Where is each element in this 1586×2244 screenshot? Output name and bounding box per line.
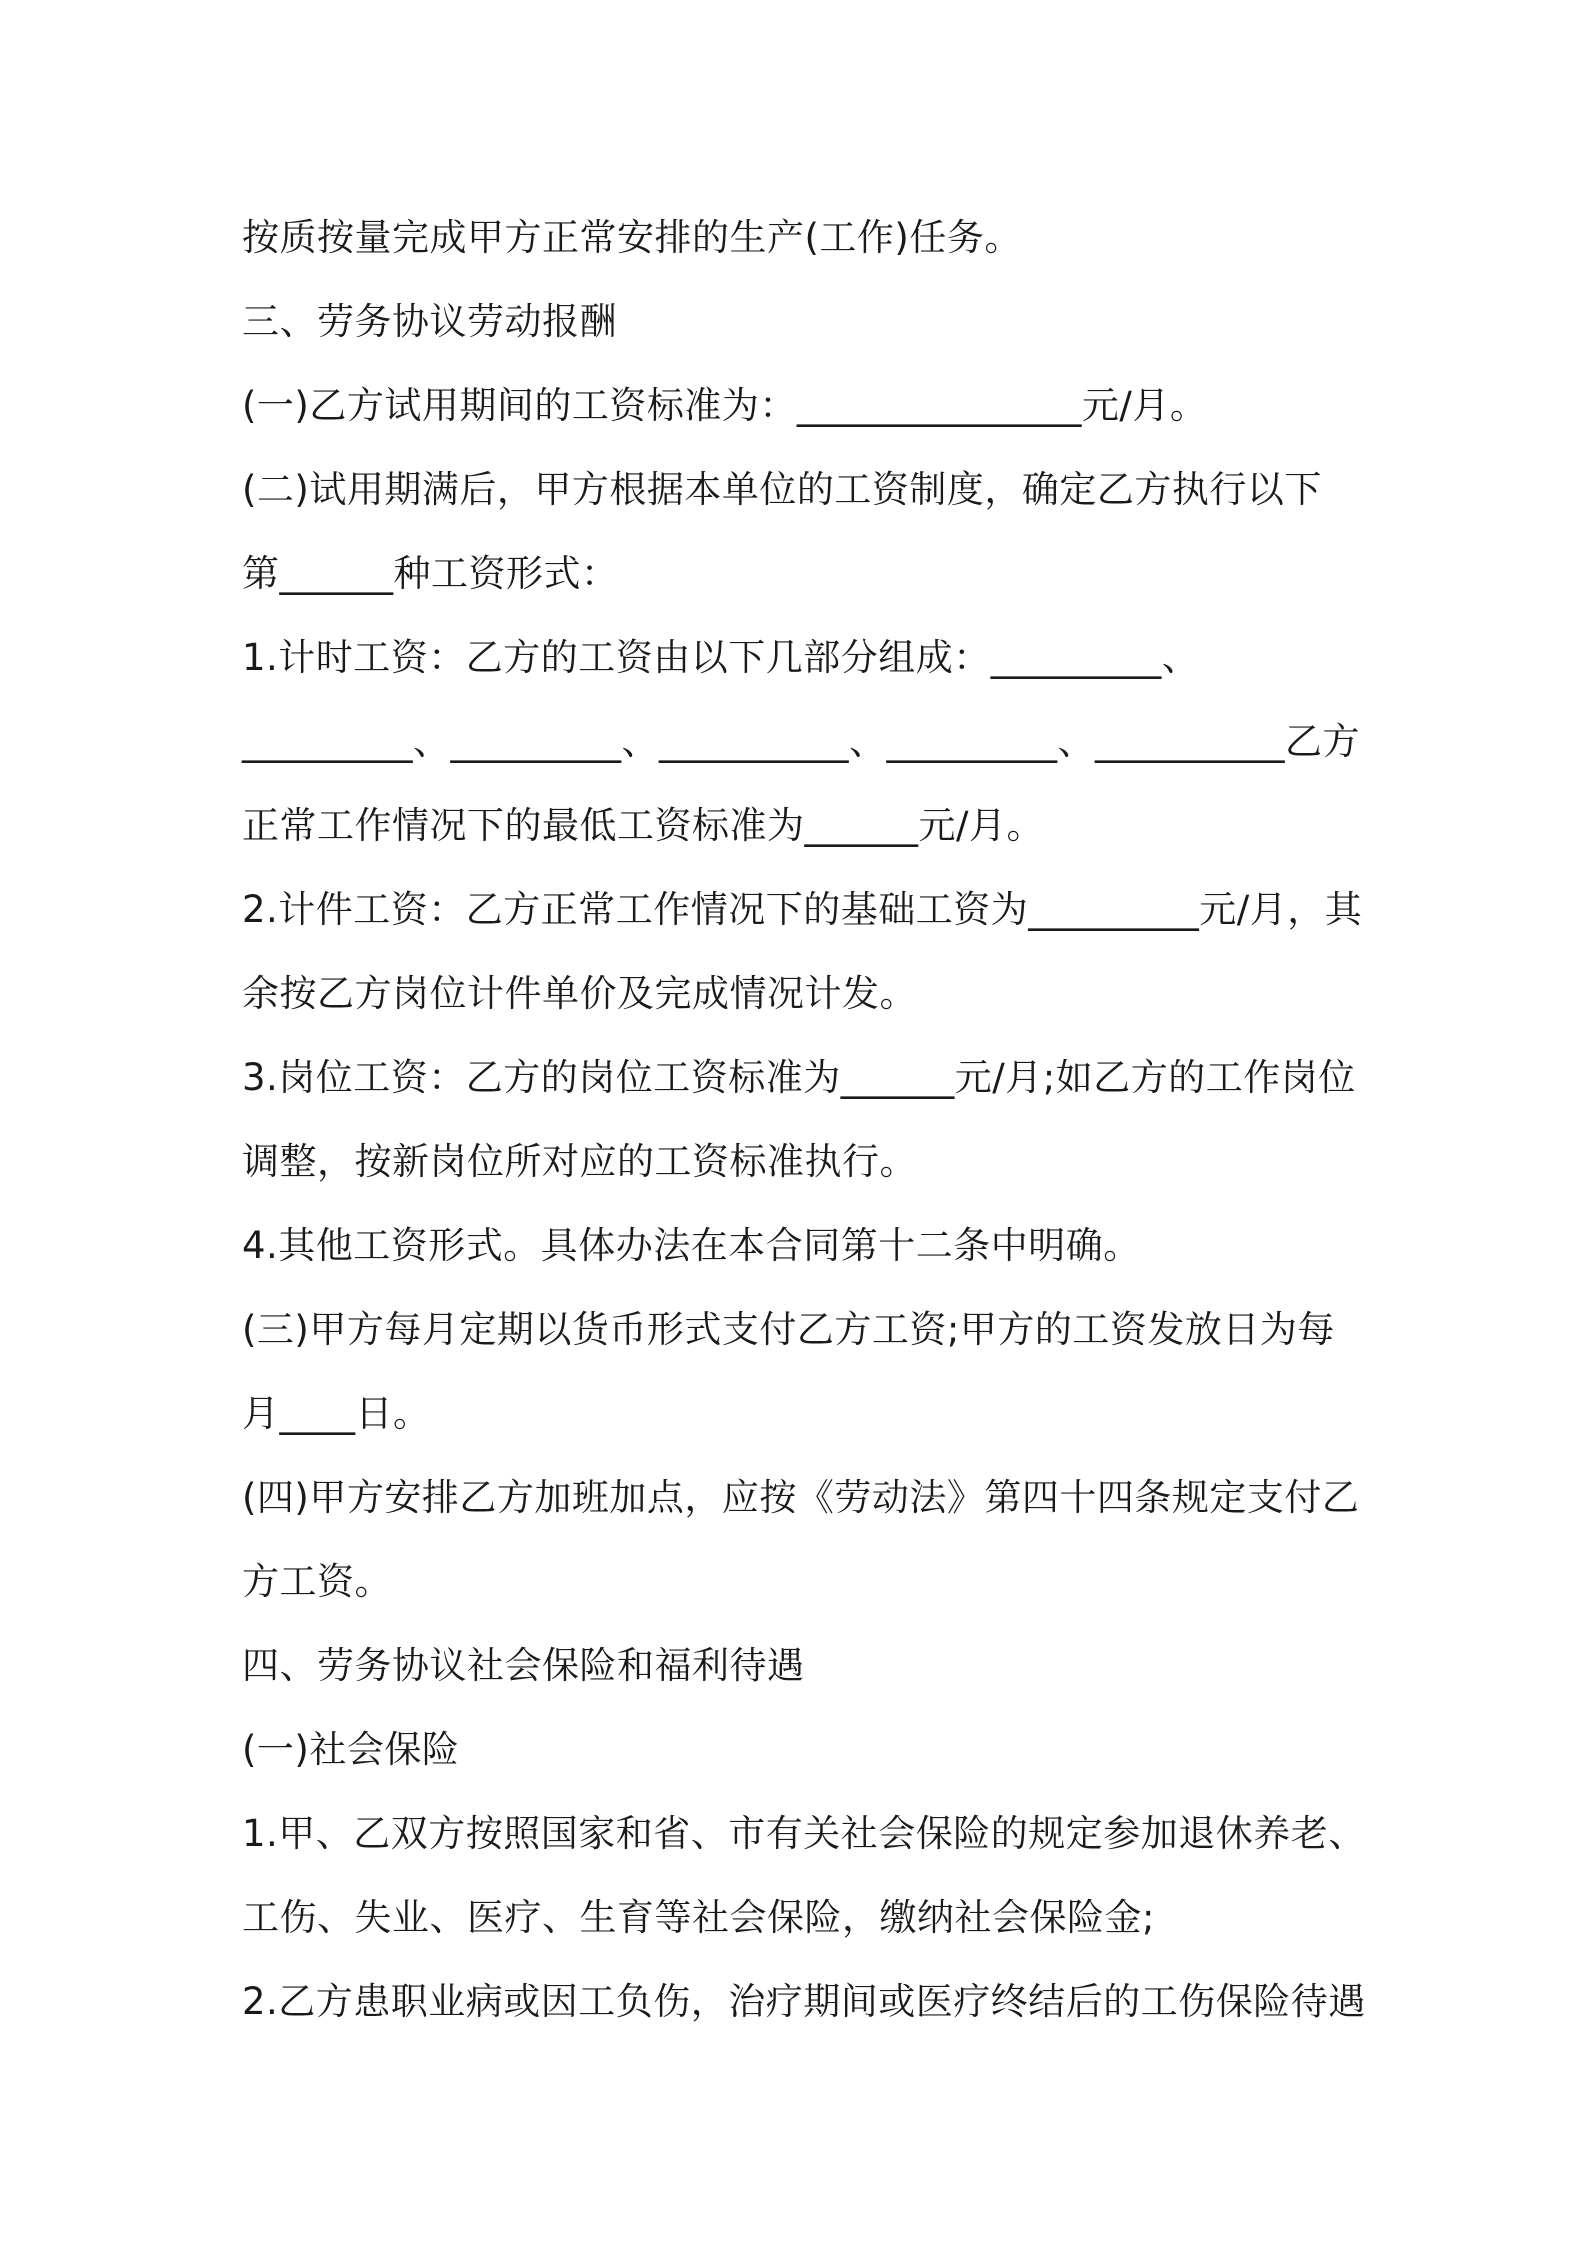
text-line: 3.岗位工资：乙方的岗位工资标准为______元/月;如乙方的工作岗位 <box>242 1056 1356 1099</box>
text-line: 方工资。 <box>242 1560 392 1603</box>
text-line: 调整，按新岗位所对应的工资标准执行。 <box>242 1140 917 1183</box>
text-line: (四)甲方安排乙方加班加点，应按《劳动法》第四十四条规定支付乙 <box>242 1476 1360 1519</box>
section-heading: 四、劳务协议社会保险和福利待遇 <box>242 1644 805 1687</box>
text-line: (三)甲方每月定期以货币形式支付乙方工资;甲方的工资发放日为每 <box>242 1308 1335 1351</box>
text-line: 工伤、失业、医疗、生育等社会保险，缴纳社会保险金; <box>242 1896 1155 1939</box>
text-line: 2.乙方患职业病或因工负伤，治疗期间或医疗终结后的工伤保险待遇 <box>242 1980 1366 2023</box>
text-line: 4.其他工资形式。具体办法在本合同第十二条中明确。 <box>242 1224 1141 1267</box>
text-line: 1.计时工资：乙方的工资由以下几部分组成：_________、 <box>242 636 1200 679</box>
text-line: 第______种工资形式： <box>242 552 619 595</box>
text-line: 余按乙方岗位计件单价及完成情况计发。 <box>242 972 917 1015</box>
document-body <box>242 196 1366 2044</box>
text-line: (二)试用期满后，甲方根据本单位的工资制度，确定乙方执行以下 <box>242 468 1322 511</box>
section-heading: 三、劳务协议劳动报酬 <box>242 300 617 343</box>
text-line: _________、_________、__________、_________、__________乙方 <box>242 720 1360 763</box>
text-line: 月____日。 <box>242 1392 431 1435</box>
text-line: 2.计件工资：乙方正常工作情况下的基础工资为_________元/月，其 <box>242 888 1363 931</box>
subsection-heading: (一)社会保险 <box>242 1728 460 1771</box>
text-line: 正常工作情况下的最低工资标准为______元/月。 <box>242 804 1044 847</box>
text-line: 1.甲、乙双方按照国家和省、市有关社会保险的规定参加退休养老、 <box>242 1812 1366 1855</box>
text-line: (一)乙方试用期间的工资标准为：_______________元/月。 <box>242 384 1208 427</box>
text-line: 按质按量完成甲方正常安排的生产(工作)任务。 <box>242 216 1022 259</box>
